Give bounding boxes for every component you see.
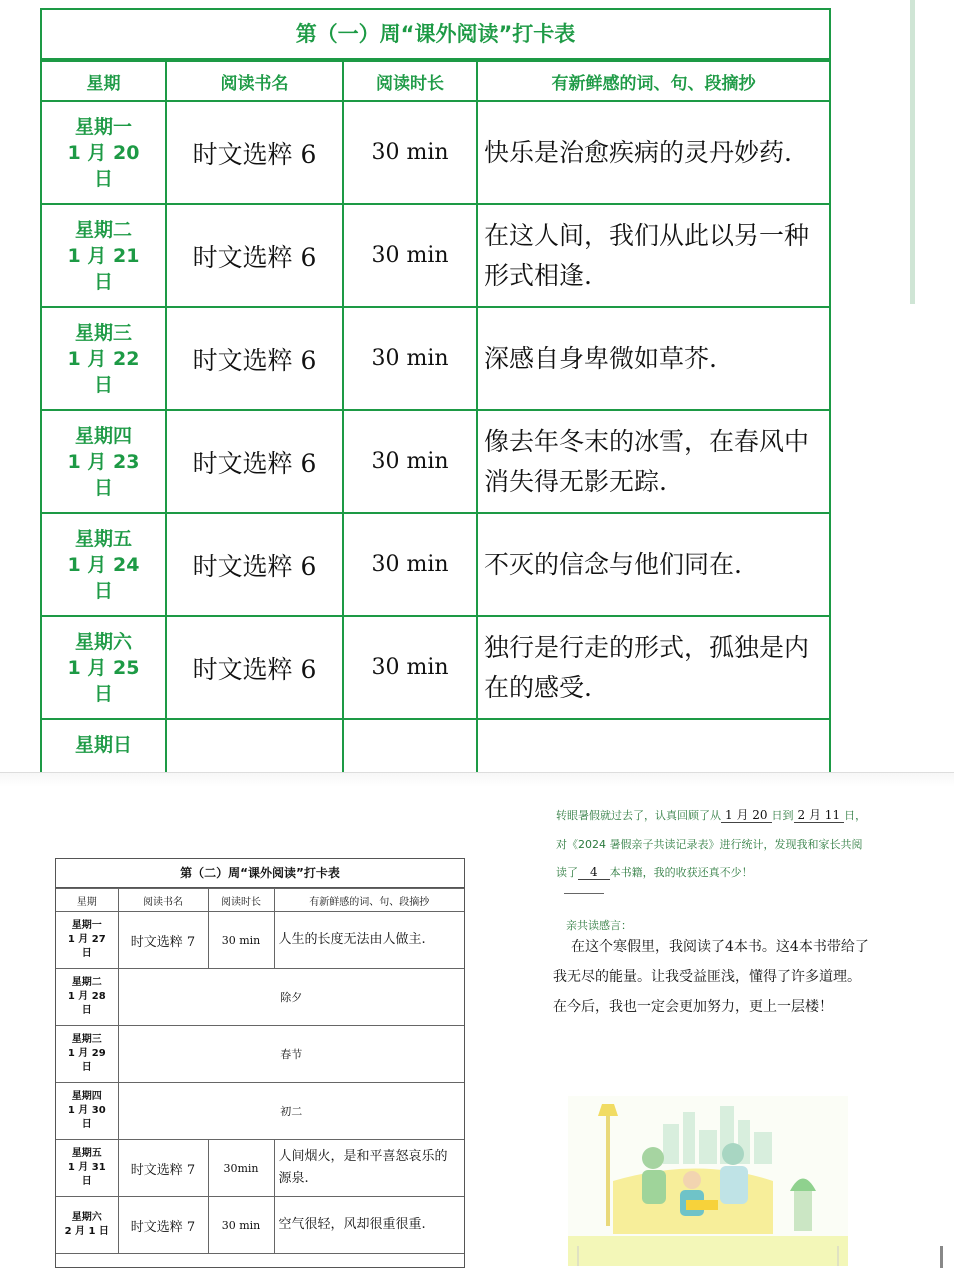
page-edge-line	[910, 0, 915, 304]
table-row	[56, 1083, 464, 1140]
week1-checkin-sheet	[40, 8, 831, 778]
header-weekday: 星期	[42, 61, 166, 101]
reading-time: 30min	[208, 1140, 274, 1197]
header-duration: 阅读时长	[343, 61, 477, 101]
book-title: 时文选粹 7	[118, 1140, 208, 1197]
day-cell	[56, 1140, 118, 1197]
weekday: 星期五	[74, 527, 132, 550]
day-cell	[42, 410, 166, 513]
weekday: 星期一	[71, 920, 102, 931]
header-excerpt: 有新鲜感的词、句、段摘抄	[477, 61, 829, 101]
table-row	[42, 204, 829, 307]
excerpt: 深感自身卑微如草芥.	[477, 307, 829, 410]
day-cell	[42, 719, 166, 778]
reading-time: 30 min	[343, 513, 477, 616]
date: 1 月 21	[67, 244, 140, 267]
book-title: 时文选粹 6	[166, 616, 343, 719]
date-suffix: 日	[93, 270, 113, 293]
summary-text: 日，	[844, 809, 867, 822]
day-cell	[56, 1197, 118, 1254]
summary-text: 日到	[771, 809, 794, 822]
day-cell	[42, 616, 166, 719]
weekday: 星期五	[71, 1148, 102, 1159]
summary-line-3	[556, 864, 753, 880]
date: 1 月 31	[67, 1162, 106, 1173]
date-suffix: 日	[81, 948, 92, 959]
date-suffix: 日	[93, 167, 113, 190]
weekday: 星期四	[74, 424, 132, 447]
book-title: 时文选粹 7	[118, 1197, 208, 1254]
table-header-row	[56, 889, 464, 912]
book-title: 时文选粹 6	[166, 307, 343, 410]
book-title: 时文选粹 6	[166, 204, 343, 307]
table-row	[56, 912, 464, 969]
week2-table	[56, 888, 464, 1254]
book-title: 时文选粹 6	[166, 101, 343, 204]
book-title	[166, 719, 343, 778]
book-title: 时文选粹 6	[166, 513, 343, 616]
holiday-label: 除夕	[118, 969, 464, 1026]
date-suffix: 日	[81, 1005, 92, 1016]
table-row	[42, 616, 829, 719]
book-title: 时文选粹 6	[166, 410, 343, 513]
date-suffix: 日	[81, 1062, 92, 1073]
excerpt: 人间烟火，是和平喜怒哀乐的源泉.	[274, 1140, 464, 1197]
book-count: 4	[578, 865, 610, 880]
excerpt: 人生的长度无法由人做主.	[274, 912, 464, 969]
weekday: 星期三	[74, 321, 132, 344]
weekday: 星期一	[74, 115, 132, 138]
header-weekday: 星期	[56, 889, 118, 912]
table-row	[56, 969, 464, 1026]
day-cell	[42, 101, 166, 204]
excerpt: 空气很轻，风却很重很重.	[274, 1197, 464, 1254]
reading-time: 30 min	[343, 204, 477, 307]
day-cell	[42, 204, 166, 307]
day-cell	[56, 1026, 118, 1083]
header-book: 阅读书名	[118, 889, 208, 912]
excerpt: 快乐是治愈疾病的灵丹妙药.	[477, 101, 829, 204]
date-suffix: 日	[81, 1119, 92, 1130]
day-cell	[42, 513, 166, 616]
family-reading-illustration	[568, 1096, 848, 1266]
summary-text: 转眼暑假就过去了，认真回顾了从	[556, 809, 721, 822]
date: 1 月 27	[67, 934, 106, 945]
date: 1 月 29	[67, 1048, 106, 1059]
reading-time: 30 min	[343, 307, 477, 410]
week2-checkin-sheet	[55, 858, 465, 1268]
scan-divider	[0, 772, 954, 787]
excerpt: 不灭的信念与他们同在.	[477, 513, 829, 616]
reading-time	[343, 719, 477, 778]
family-reading-icon	[568, 1096, 848, 1266]
date: 1 月 20	[67, 141, 140, 164]
header-book: 阅读书名	[166, 61, 343, 101]
date-suffix: 日	[93, 476, 113, 499]
reading-time: 30 min	[208, 1197, 274, 1254]
date-suffix: 日	[81, 1176, 92, 1187]
summary-text: 读了	[556, 866, 578, 879]
date: 1 月 22	[67, 347, 140, 370]
page-edge-line	[940, 1246, 943, 1268]
date: 1 月 25	[67, 656, 140, 679]
date: 1 月 28	[67, 991, 106, 1002]
day-cell	[56, 969, 118, 1026]
date-suffix: 日	[93, 682, 113, 705]
day-cell	[56, 1083, 118, 1140]
reading-time: 30 min	[208, 912, 274, 969]
table-row	[42, 410, 829, 513]
date: 1 月 23	[67, 450, 140, 473]
day-cell	[42, 307, 166, 410]
reading-time: 30 min	[343, 616, 477, 719]
weekday: 星期六	[71, 1212, 102, 1223]
day-cell	[56, 912, 118, 969]
date-suffix: 日	[93, 579, 113, 602]
reading-time: 30 min	[343, 101, 477, 204]
table-row	[42, 101, 829, 204]
date-suffix: 日	[93, 373, 113, 396]
date: 1 月 24	[67, 553, 140, 576]
summary-text: 本书籍，我的收获还真不少！	[609, 866, 753, 879]
summary-line-1	[556, 806, 866, 823]
holiday-label: 初二	[118, 1083, 464, 1140]
reading-time: 30 min	[343, 410, 477, 513]
holiday-label: 春节	[118, 1026, 464, 1083]
excerpt: 独行是行走的形式，孤独是内在的感受.	[477, 616, 829, 719]
weekday: 星期二	[74, 218, 132, 241]
excerpt: 在这人间，我们从此以另一种形式相逢.	[477, 204, 829, 307]
weekday: 星期四	[71, 1091, 102, 1102]
reflection-heading: 亲共读感言：	[566, 919, 632, 932]
weekday: 星期六	[74, 630, 132, 653]
table-header-row	[42, 61, 829, 101]
weekday: 星期二	[71, 977, 102, 988]
header-excerpt: 有新鲜感的词、句、段摘抄	[274, 889, 464, 912]
sheet1-title: 第（一）周“课外阅读”打卡表	[42, 10, 829, 60]
header-duration: 阅读时长	[208, 889, 274, 912]
week1-table	[42, 60, 829, 778]
table-row	[42, 307, 829, 410]
table-row	[56, 1197, 464, 1254]
start-date: 1 月 20	[721, 808, 772, 823]
reflection-text: 在这个寒假里，我阅读了4本书。这4本书带给了我无尽的能量。让我受益匪浅，懂得了许多道理。在今后，我也一定会更加努力，更上一层楼！	[553, 939, 869, 1015]
table-row	[56, 1140, 464, 1197]
date: 1 月 30	[67, 1105, 106, 1116]
weekday: 星期日	[74, 734, 132, 756]
excerpt	[477, 719, 829, 778]
table-row	[42, 513, 829, 616]
divider	[564, 893, 604, 894]
book-title: 时文选粹 7	[118, 912, 208, 969]
end-date: 2 月 11	[794, 808, 845, 823]
excerpt: 像去年冬末的冰雪，在春风中消失得无影无踪.	[477, 410, 829, 513]
date: 2 月 1 日	[64, 1226, 109, 1237]
sheet2-title: 第（二）周“课外阅读”打卡表	[56, 859, 464, 888]
table-row	[56, 1026, 464, 1083]
summary-line-2: 对《2024 暑假亲子共读记录表》进行统计，发现我和家长共阅	[556, 838, 863, 851]
weekday: 星期三	[71, 1034, 102, 1045]
table-row	[42, 719, 829, 778]
